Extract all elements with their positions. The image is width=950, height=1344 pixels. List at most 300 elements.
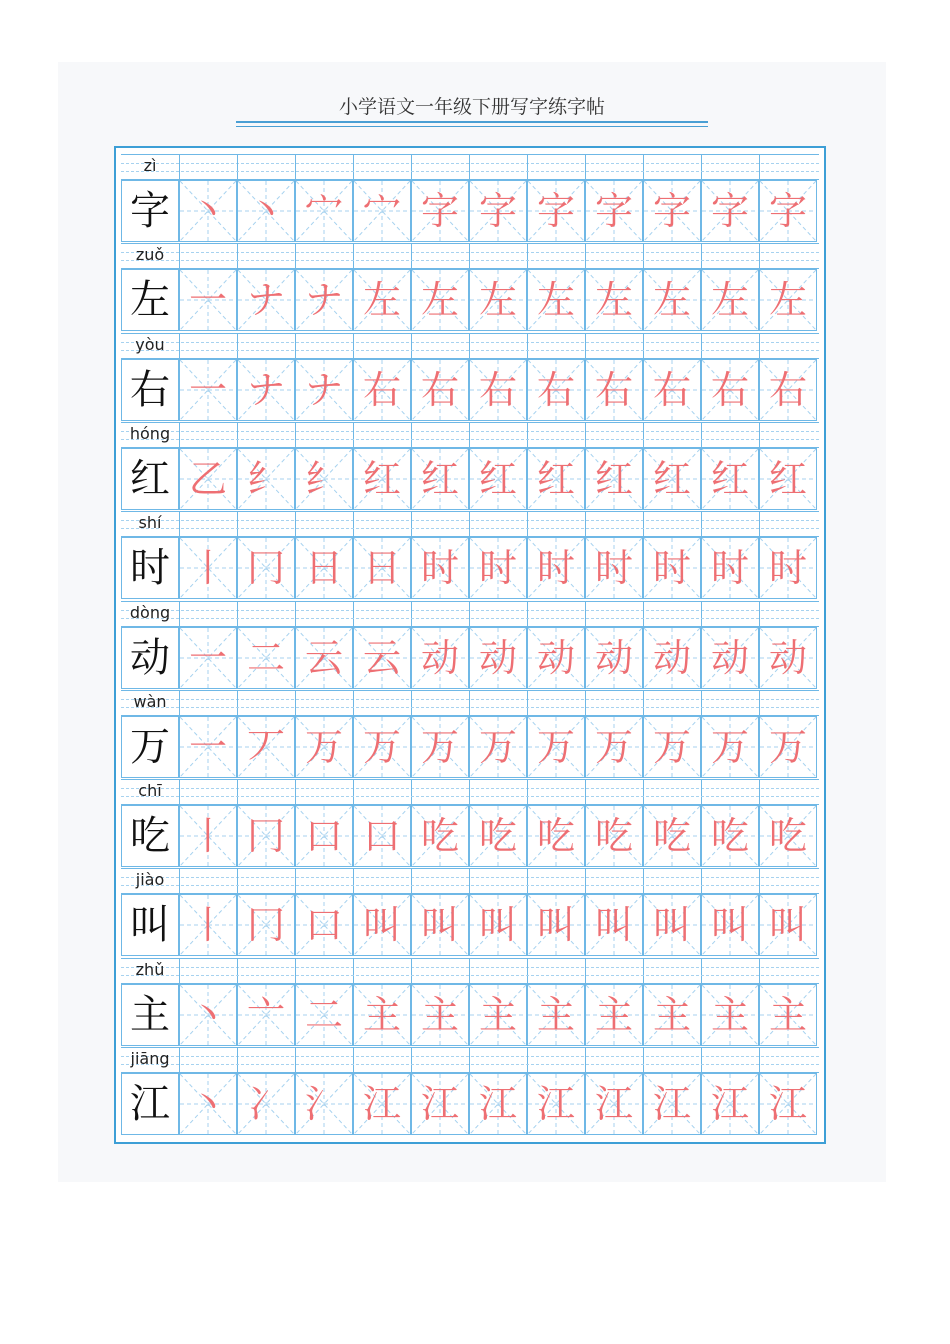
pinyin-band-divider [643,512,644,536]
pinyin-band-divider [295,512,296,536]
tracing-cell[interactable] [701,1073,759,1135]
stroke-order-glyph: 叫 [710,903,749,948]
tracing-cell[interactable] [353,716,411,778]
tracing-cell[interactable] [527,180,585,242]
stroke-order-glyph: 一 [188,635,227,680]
tracing-cell[interactable] [585,716,643,778]
tracing-cell[interactable] [527,359,585,421]
stroke-order-glyph: 红 [420,456,459,501]
writing-cells [121,894,819,956]
tracing-cell[interactable] [237,1073,295,1135]
tracing-cell[interactable] [237,359,295,421]
tracing-cell[interactable] [237,180,295,242]
stroke-order-glyph: 主 [478,992,517,1037]
pinyin-band-divider [411,155,412,179]
tracing-cell[interactable] [701,448,759,510]
tracing-cell[interactable] [179,1073,237,1135]
stroke-order-glyph: 宀 [362,189,401,233]
pinyin-band-divider [411,869,412,893]
tracing-cell[interactable] [701,537,759,599]
tracing-cell[interactable] [527,269,585,331]
writing-cells [121,716,819,778]
tracing-cell[interactable] [585,448,643,510]
pinyin-band-divider [759,780,760,804]
stroke-order-glyph: 丨 [188,903,227,948]
tracing-cell[interactable] [759,269,817,331]
stroke-order-glyph: ナ [304,278,343,323]
stroke-order-glyph: 二 [304,992,343,1037]
tracing-cell[interactable] [469,537,527,599]
tracing-cell[interactable] [353,448,411,510]
stroke-order-glyph: 时 [420,546,459,591]
tracing-cell[interactable] [643,537,701,599]
tracing-cell[interactable] [527,448,585,510]
stroke-order-glyph: 红 [768,456,807,501]
tracing-cell[interactable] [295,805,353,867]
stroke-order-glyph: 时 [768,546,807,591]
stroke-order-glyph: 左 [594,278,633,323]
tracing-cell[interactable] [759,359,817,421]
writing-cells [121,448,819,510]
pinyin-band-divider [353,512,354,536]
stroke-order-glyph: 口 [362,814,401,859]
pinyin-label: jiào [135,870,165,890]
stroke-order-glyph: 丶 [188,992,227,1037]
tracing-cell[interactable] [759,627,817,689]
tracing-cell[interactable] [701,984,759,1046]
tracing-cell[interactable] [179,269,237,331]
tracing-cell[interactable] [411,537,469,599]
model-character-cell [121,805,179,867]
tracing-cell[interactable] [759,1073,817,1135]
stroke-order-glyph: 吃 [420,814,459,859]
pinyin-band-divider [237,244,238,268]
tracing-cell[interactable] [585,627,643,689]
pinyin-band-divider [295,244,296,268]
tracing-cell[interactable] [411,716,469,778]
tracing-cell[interactable] [469,359,527,421]
tracing-cell[interactable] [527,537,585,599]
pinyin-label: yòu [135,334,165,354]
pinyin-band-divider [585,334,586,358]
stroke-order-glyph: 江 [594,1082,633,1126]
stroke-order-glyph: 乙 [188,456,227,501]
tracing-cell[interactable] [643,627,701,689]
tracing-cell[interactable] [353,1073,411,1135]
practice-row [121,958,819,1046]
tracing-cell[interactable] [527,716,585,778]
pinyin-band-divider [237,780,238,804]
tracing-cell[interactable] [411,1073,469,1135]
pinyin-band-divider [179,780,180,804]
pinyin-band-divider [237,155,238,179]
tracing-cell[interactable] [237,716,295,778]
tracing-cell[interactable] [411,627,469,689]
tracing-cell[interactable] [295,894,353,956]
tracing-cell[interactable] [353,359,411,421]
stroke-order-glyph: 丶 [188,1082,227,1126]
pinyin-band-divider [411,691,412,715]
pinyin-band-divider [411,1048,412,1072]
tracing-cell[interactable] [701,627,759,689]
pinyin-band-divider [585,423,586,447]
tracing-cell[interactable] [295,537,353,599]
model-character-cell [121,359,179,421]
stroke-order-glyph: 纟 [304,456,343,501]
practice-row [121,690,819,778]
tracing-cell[interactable] [179,805,237,867]
tracing-cell[interactable] [527,1073,585,1135]
writing-cells [121,627,819,689]
pinyin-band-divider [469,244,470,268]
pinyin-band-divider [237,423,238,447]
tracing-cell[interactable] [411,269,469,331]
stroke-order-glyph: 江 [536,1082,575,1126]
stroke-order-glyph: 江 [652,1082,691,1126]
pinyin-label: chī [138,781,162,801]
pinyin-band-divider [759,602,760,626]
pinyin-band-divider [585,869,586,893]
pinyin-band-divider [411,244,412,268]
practice-row [121,333,819,421]
tracing-cell[interactable] [643,448,701,510]
stroke-order-glyph: 时 [594,546,633,591]
stroke-order-glyph: 江 [420,1082,459,1126]
tracing-cell[interactable] [469,448,527,510]
pinyin-band-divider [701,869,702,893]
tracing-cell[interactable] [411,448,469,510]
tracing-cell[interactable] [643,894,701,956]
stroke-order-glyph: 右 [594,367,633,412]
pinyin-band-divider [585,691,586,715]
tracing-cell[interactable] [643,805,701,867]
stroke-order-glyph: 口 [304,903,343,948]
tracing-cell[interactable] [295,984,353,1046]
pinyin-band [121,690,819,716]
tracing-cell[interactable] [295,359,353,421]
writing-cells [121,805,819,867]
tracing-cell[interactable] [179,984,237,1046]
tracing-cell[interactable] [237,269,295,331]
title-underline [236,121,708,123]
tracing-cell[interactable] [759,448,817,510]
stroke-order-glyph: 吃 [710,814,749,859]
tracing-cell[interactable] [585,359,643,421]
pinyin-band-divider [179,602,180,626]
title-underline-thin [236,126,708,127]
tracing-cell[interactable] [701,269,759,331]
pinyin-band-divider [701,244,702,268]
stroke-order-glyph: 口 [304,814,343,859]
page-title: 小学语文一年级下册写字练字帖 [338,96,605,118]
stroke-order-glyph: 主 [420,992,459,1037]
stroke-order-glyph: 纟 [246,456,285,501]
pinyin-band-divider [179,244,180,268]
pinyin-band-divider [527,691,528,715]
stroke-order-glyph: 万 [420,724,459,769]
stroke-order-glyph: 万 [768,724,807,769]
tracing-cell[interactable] [643,269,701,331]
stroke-order-glyph: 一 [188,724,227,769]
tracing-cell[interactable] [179,359,237,421]
tracing-cell[interactable] [585,537,643,599]
tracing-cell[interactable] [469,180,527,242]
model-character: 江 [130,1081,170,1127]
pinyin-band-divider [759,334,760,358]
tracing-cell[interactable] [585,1073,643,1135]
tracing-cell[interactable] [411,984,469,1046]
tracing-cell[interactable] [179,894,237,956]
tracing-cell[interactable] [411,894,469,956]
pinyin-band-divider [759,512,760,536]
tracing-cell[interactable] [643,180,701,242]
tracing-cell[interactable] [701,894,759,956]
stroke-order-glyph: 主 [362,992,401,1037]
stroke-order-glyph: 右 [536,367,575,412]
tracing-cell[interactable] [295,180,353,242]
tracing-cell[interactable] [353,180,411,242]
stroke-order-glyph: 红 [710,456,749,501]
pinyin-band-divider [527,334,528,358]
pinyin-band-divider [469,512,470,536]
pinyin-band-divider [527,959,528,983]
tracing-cell[interactable] [759,537,817,599]
stroke-order-glyph: 左 [478,278,517,323]
pinyin-label: shí [138,513,162,533]
stroke-order-glyph: 右 [362,367,401,412]
pinyin-band-divider [759,423,760,447]
tracing-cell[interactable] [701,716,759,778]
tracing-cell[interactable] [237,984,295,1046]
stroke-order-glyph: 主 [652,992,691,1037]
stroke-order-glyph: 丶 [188,189,227,233]
tracing-cell[interactable] [353,627,411,689]
tracing-cell[interactable] [469,716,527,778]
pinyin-band-divider [585,155,586,179]
pinyin-band-divider [469,1048,470,1072]
tracing-cell[interactable] [469,1073,527,1135]
tracing-cell[interactable] [469,805,527,867]
tracing-cell[interactable] [585,269,643,331]
pinyin-band-divider [295,155,296,179]
stroke-order-glyph: 日 [362,546,401,591]
stroke-order-glyph: 左 [710,278,749,323]
pinyin-band-divider [643,155,644,179]
tracing-cell[interactable] [353,894,411,956]
model-character-cell [121,537,179,599]
pinyin-band-divider [411,780,412,804]
pinyin-band-divider [237,602,238,626]
pinyin-band-divider [643,602,644,626]
stroke-order-glyph: 时 [652,546,691,591]
pinyin-band-divider [759,869,760,893]
tracing-cell[interactable] [179,716,237,778]
stroke-order-glyph: 字 [478,189,517,233]
tracing-cell[interactable] [643,359,701,421]
tracing-cell[interactable] [469,984,527,1046]
tracing-cell[interactable] [295,627,353,689]
pinyin-band [121,1047,819,1073]
tracing-cell[interactable] [295,716,353,778]
tracing-cell[interactable] [643,716,701,778]
practice-row [121,1047,819,1135]
pinyin-band-divider [701,602,702,626]
stroke-order-glyph: 主 [768,992,807,1037]
stroke-order-glyph: 冫 [246,1082,285,1126]
pinyin-band-divider [701,780,702,804]
stroke-order-glyph: 丨 [188,814,227,859]
tracing-cell[interactable] [411,359,469,421]
model-character-cell [121,984,179,1046]
tracing-cell[interactable] [295,448,353,510]
pinyin-band-divider [469,869,470,893]
stroke-order-glyph: 动 [768,635,807,680]
stroke-order-glyph: 红 [536,456,575,501]
stroke-order-glyph: 右 [710,367,749,412]
pinyin-band-divider [295,423,296,447]
tracing-cell[interactable] [469,269,527,331]
tracing-cell[interactable] [353,537,411,599]
pinyin-band [121,511,819,537]
pinyin-band-divider [585,1048,586,1072]
model-character: 万 [130,723,170,770]
stroke-order-glyph: 氵 [304,1082,343,1126]
pinyin-band-divider [295,691,296,715]
pinyin-band-divider [179,334,180,358]
stroke-order-glyph: 一 [188,367,227,412]
pinyin-band [121,154,819,180]
pinyin-band-divider [411,334,412,358]
tracing-cell[interactable] [527,894,585,956]
pinyin-label: zì [143,156,157,175]
pinyin-band-divider [411,959,412,983]
pinyin-label: zhǔ [135,959,165,979]
tracing-cell[interactable] [643,984,701,1046]
tracing-cell[interactable] [759,894,817,956]
model-character: 字 [130,188,170,234]
tracing-cell[interactable] [411,805,469,867]
pinyin-band [121,779,819,805]
stroke-order-glyph: 字 [710,189,749,233]
writing-cells [121,1073,819,1135]
tracing-cell[interactable] [527,984,585,1046]
stroke-order-glyph: 红 [594,456,633,501]
stroke-order-glyph: 吃 [652,814,691,859]
pinyin-band-divider [585,244,586,268]
stroke-order-glyph: 冂 [246,546,285,591]
pinyin-band [121,958,819,984]
stroke-order-glyph: 红 [478,456,517,501]
pinyin-band-divider [353,691,354,715]
stroke-order-glyph: 动 [710,635,749,680]
tracing-cell[interactable] [585,805,643,867]
tracing-cell[interactable] [237,448,295,510]
tracing-cell[interactable] [179,180,237,242]
pinyin-band-divider [469,691,470,715]
tracing-cell[interactable] [585,984,643,1046]
tracing-cell[interactable] [759,716,817,778]
pinyin-band-divider [469,155,470,179]
model-character-cell [121,716,179,778]
tracing-cell[interactable] [237,627,295,689]
tracing-cell[interactable] [585,894,643,956]
tracing-cell[interactable] [353,269,411,331]
pinyin-band-divider [353,155,354,179]
tracing-cell[interactable] [237,805,295,867]
pinyin-band-divider [237,691,238,715]
model-character-cell [121,269,179,331]
tracing-cell[interactable] [295,269,353,331]
stroke-order-glyph: ナ [246,278,285,323]
pinyin-band-divider [527,155,528,179]
stroke-order-glyph: 字 [420,189,459,233]
tracing-cell[interactable] [527,627,585,689]
pinyin-band [121,422,819,448]
pinyin-band-divider [353,869,354,893]
tracing-cell[interactable] [701,359,759,421]
pinyin-band-divider [643,423,644,447]
tracing-cell[interactable] [759,180,817,242]
tracing-cell[interactable] [585,180,643,242]
tracing-cell[interactable] [353,805,411,867]
pinyin-band-divider [411,512,412,536]
pinyin-band-divider [411,423,412,447]
tracing-cell[interactable] [179,448,237,510]
tracing-cell[interactable] [179,537,237,599]
pinyin-band-divider [643,691,644,715]
pinyin-band-divider [469,423,470,447]
stroke-order-glyph: ナ [246,367,285,412]
pinyin-band-divider [701,423,702,447]
tracing-cell[interactable] [353,984,411,1046]
stroke-order-glyph: 江 [478,1082,517,1126]
pinyin-band-divider [179,155,180,179]
tracing-cell[interactable] [179,627,237,689]
model-character: 叫 [130,902,170,949]
stroke-order-glyph: 云 [362,635,401,680]
practice-row [121,243,819,331]
stroke-order-glyph: 叫 [768,903,807,948]
stroke-order-glyph: 右 [420,367,459,412]
pinyin-label: hóng [129,423,171,443]
tracing-cell[interactable] [643,1073,701,1135]
tracing-cell[interactable] [237,894,295,956]
tracing-cell[interactable] [469,894,527,956]
tracing-cell[interactable] [527,805,585,867]
tracing-cell[interactable] [411,180,469,242]
tracing-cell[interactable] [701,180,759,242]
tracing-cell[interactable] [701,805,759,867]
model-character: 红 [130,455,170,502]
stroke-order-glyph: 左 [420,278,459,323]
pinyin-band-divider [237,1048,238,1072]
pinyin-band-divider [759,959,760,983]
tracing-cell[interactable] [759,984,817,1046]
stroke-order-glyph: 万 [652,724,691,769]
pinyin-band-divider [295,959,296,983]
tracing-cell[interactable] [237,537,295,599]
tracing-cell[interactable] [295,1073,353,1135]
pinyin-band-divider [469,334,470,358]
pinyin-band-divider [585,959,586,983]
stroke-order-glyph: 字 [652,189,691,233]
tracing-cell[interactable] [469,627,527,689]
tracing-cell[interactable] [759,805,817,867]
pinyin-band-divider [353,334,354,358]
model-character: 主 [130,991,170,1038]
stroke-order-glyph: 冂 [246,814,285,859]
writing-cells [121,984,819,1046]
